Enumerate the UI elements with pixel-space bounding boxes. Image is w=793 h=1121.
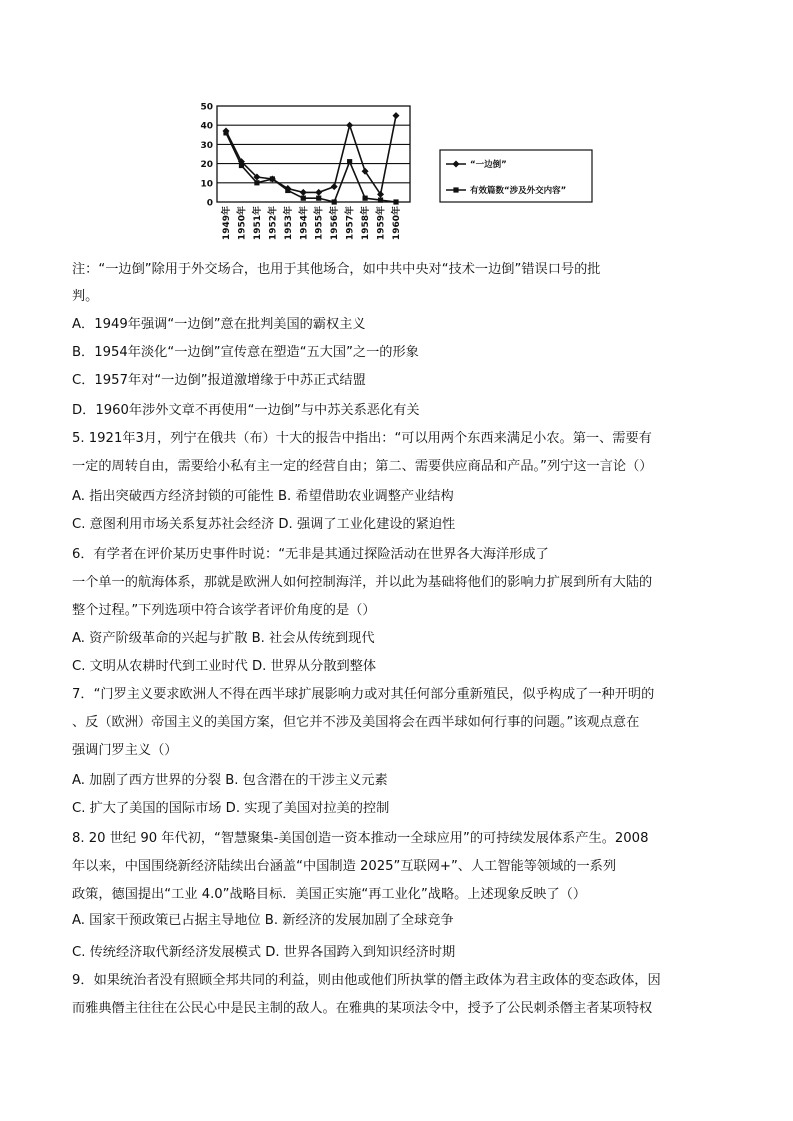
text-line: 注：“一边倒”除用于外交场合，也用于其他场合，如中共中央对“技术一边倒”错误口号的批: [72, 262, 601, 277]
x-tick-label: 1957年: [345, 206, 356, 241]
data-point-diamond: [346, 122, 353, 129]
x-tick-label: 1954年: [299, 206, 310, 241]
text-line: 8. 20 世纪 90 年代初，“智慧聚集-美国创造一资本推动一全球应用”的可持续发展体系产生。2008: [72, 831, 649, 846]
data-point-square: [378, 197, 383, 202]
legend-label: 有效篇数“涉及外交内容”: [470, 186, 567, 196]
legend-marker-square: [453, 187, 458, 192]
text-line: 7．“门罗主义要求欧洲人不得在西半球扩展影响力或对其任何部分重新殖民，似乎构成了一种开明的: [72, 687, 655, 702]
option-line: A. 资产阶级革命的兴起与扩散 B. 社会从传统到现代: [72, 631, 375, 646]
data-point-square: [332, 199, 337, 204]
text-line: 年以来，中国围绕新经济陆续出台涵盖“中国制造 2025”互联网+”、人工智能等领域的一系列: [72, 859, 617, 874]
option-line: A．1949年强调“一边倒”意在批判美国的霸权主义: [72, 317, 366, 332]
data-point-square: [285, 188, 290, 193]
option-line: C. 文明从农耕时代到工业时代 D. 世界从分散到整体: [72, 659, 377, 674]
text-line: 一定的周转自由，需要给小私有主一定的经营自由；第二、需要供应商品和产品。”列宁这一言论（）: [72, 459, 653, 474]
option-line: C. 扩大了美国的国际市场 D. 实现了美国对拉美的控制: [72, 801, 390, 816]
data-point-square: [347, 159, 352, 164]
line-chart: [195, 96, 615, 256]
option-line: C．1957年对“一边倒”报道激增缘于中苏正式结盟: [72, 373, 366, 388]
y-tick-label: 20: [200, 160, 213, 171]
chart-svg: [195, 96, 615, 256]
option-line: C. 意图利用市场关系复苏社会经济 D. 强调了工业化建设的紧迫性: [72, 517, 456, 532]
text-line: 、反（欧洲）帝国主义的美国方案，但它并不涉及美国将会在西半球如何行事的问题。”该观点意在: [72, 715, 640, 730]
text-line: 而雅典僭主往往在公民心中是民主制的敌人。在雅典的某项法令中，授予了公民刺杀僭主者某项特权: [72, 1001, 653, 1016]
data-point-square: [239, 163, 244, 168]
data-point-square: [254, 180, 259, 185]
text-line: 一个单一的航海体系，那就是欧洲人如何控制海洋，并以此为基础将他们的影响力扩展到所有大陆的: [72, 575, 653, 590]
option-line: B．1954年淡化“一边倒”宣传意在塑造“五大国”之一的形象: [72, 345, 419, 360]
y-tick-label: 10: [200, 179, 213, 190]
x-tick-label: 1949年: [222, 206, 232, 241]
text-line: 9．如果统治者没有照顾全邦共同的利益，则由他或他们所执掌的僭主政体为君主政体的变态政体，因: [72, 973, 661, 988]
text-line: 强调门罗主义（）: [72, 743, 178, 758]
text-line: 6．有学者在评价某历史事件时说：“无非是其通过探险活动在世界各大海洋形成了: [72, 547, 549, 562]
data-point-square: [362, 196, 367, 201]
y-tick-label: 50: [200, 102, 213, 113]
x-tick-label: 1952年: [268, 206, 279, 241]
text-line: 整个过程。”下列选项中符合该学者评价角度的是（）: [72, 603, 376, 618]
y-tick-label: 0: [206, 198, 213, 209]
data-point-square: [316, 196, 321, 201]
x-tick-label: 1951年: [252, 206, 263, 241]
text-line: 5. 1921年3月，列宁在俄共（布）十大的报告中指出：“可以用两个东西来满足小农。第一、需要有: [72, 431, 652, 446]
data-point-diamond: [393, 112, 400, 119]
option-line: C. 传统经济取代新经济发展模式 D. 世界各国跨入到知识经济时期: [72, 945, 456, 960]
x-tick-label: 1958年: [361, 206, 372, 241]
data-point-square: [301, 196, 306, 201]
data-point-diamond: [300, 189, 307, 196]
text-line: 判。: [72, 289, 99, 304]
x-tick-label: 1950年: [237, 206, 248, 241]
option-line: A. 加剧了西方世界的分裂 B. 包含潜在的干涉主义元素: [72, 773, 388, 788]
x-tick-label: 1956年: [330, 206, 341, 241]
data-point-diamond: [331, 183, 338, 190]
x-tick-label: 1960年: [392, 206, 402, 241]
text-line: 政策，德国提出“工业 4.0”战略目标．美国正实施“再工业化”战略。上述现象反映了（）: [72, 887, 587, 902]
x-tick-label: 1955年: [314, 206, 325, 241]
data-point-square: [393, 199, 398, 204]
data-point-square: [270, 176, 275, 181]
legend-label: “一边倒”: [470, 160, 507, 170]
y-tick-label: 30: [200, 140, 213, 151]
x-tick-label: 1953年: [283, 206, 294, 241]
y-tick-label: 40: [200, 121, 213, 132]
option-line: A. 国家干预政策已占据主导地位 B. 新经济的发展加剧了全球竞争: [72, 913, 454, 928]
data-point-square: [223, 130, 228, 135]
option-line: A. 指出突破西方经济封锁的可能性 B. 希望借助农业调整产业结构: [72, 489, 454, 504]
option-line: D．1960年涉外文章不再使用“一边倒”与中苏关系恶化有关: [72, 403, 420, 418]
data-point-diamond: [315, 189, 322, 196]
x-tick-label: 1959年: [376, 206, 387, 241]
